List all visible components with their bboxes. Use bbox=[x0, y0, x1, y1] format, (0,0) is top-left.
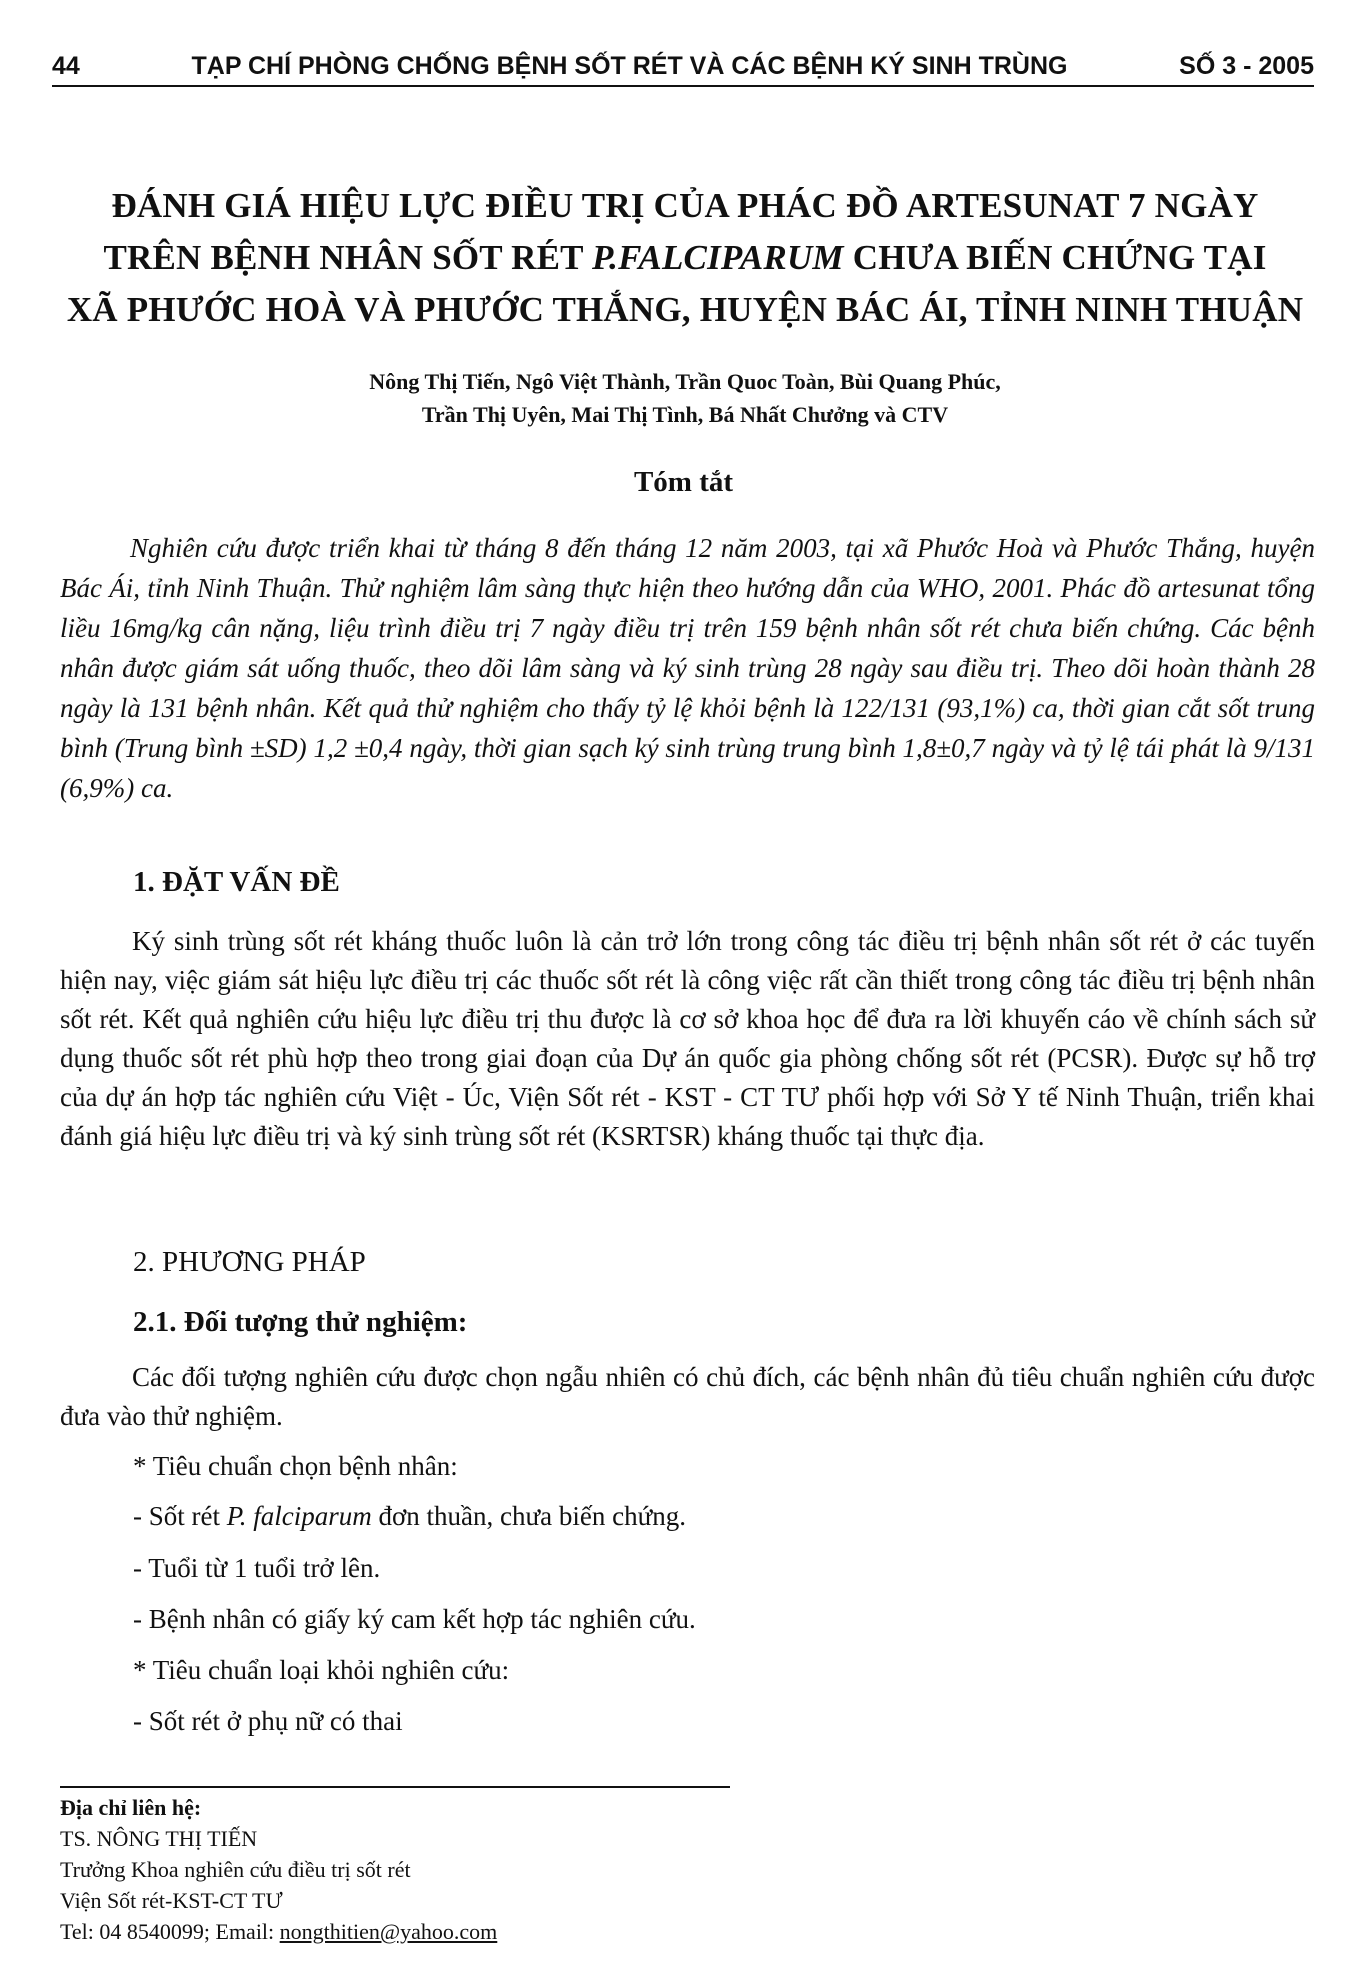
journal-title: TẠP CHÍ PHÒNG CHỐNG BỆNH SỐT RÉT VÀ CÁC BỆNH KÝ SINH TRÙNG bbox=[191, 52, 1068, 80]
section-2-heading: 2. PHƯƠNG PHÁP bbox=[133, 1246, 366, 1278]
contact-position: Trưởng Khoa nghiên cứu điều trị sốt rét bbox=[60, 1857, 411, 1882]
running-header bbox=[52, 52, 1314, 87]
title-line-1: ĐÁNH GIÁ HIỆU LỰC ĐIỀU TRỊ CỦA PHÁC ĐỒ ARTESUNAT 7 NGÀY bbox=[111, 186, 1259, 225]
footnote-divider bbox=[60, 1786, 730, 1788]
authors-line-1: Nông Thị Tiến, Ngô Việt Thành, Trần Quoc Toàn, Bùi Quang Phúc, bbox=[369, 369, 1001, 394]
authors-line-2: Trần Thị Uyên, Mai Thị Tình, Bá Nhất Chưởng và CTV bbox=[421, 402, 949, 427]
inclusion-item-1: - Sốt rét P. falciparum đơn thuần, chưa biến chứng. bbox=[133, 1501, 686, 1531]
inclusion-item-3: - Bệnh nhân có giấy ký cam kết hợp tác nghiên cứu. bbox=[133, 1604, 696, 1634]
contact-label: Địa chỉ liên hệ: bbox=[60, 1795, 202, 1820]
title-line-3: XÃ PHƯỚC HOÀ VÀ PHƯỚC THẮNG, HUYỆN BÁC ÁI, TỈNH NINH THUẬN bbox=[66, 290, 1304, 329]
section-2-1-intro: Các đối tượng nghiên cứu được chọn ngẫu nhiên có chủ đích, các bệnh nhân đủ tiêu chuẩn nghiên cứu được đưa vào thử nghiệm. bbox=[60, 1362, 1315, 1431]
inclusion-criteria-heading: * Tiêu chuẩn chọn bệnh nhân: bbox=[133, 1451, 458, 1481]
section-2-1-heading: 2.1. Đối tượng thử nghiệm: bbox=[133, 1306, 468, 1338]
title-line-2: TRÊN BỆNH NHÂN SỐT RÉT P.FALCIPARUM CHƯA BIẾN CHỨNG TẠI bbox=[103, 238, 1267, 277]
section-1-paragraph: Ký sinh trùng sốt rét kháng thuốc luôn là cản trở lớn trong công tác điều trị bệnh nhân sốt rét ở các tuyến hiện nay, việc giám sát hiệu lực điều trị các thuốc sốt rét là công việc rất cần thiết trong công tác điều trị bệnh nhân sốt rét. Kết quả nghiên cứu hiệu lực điều trị thu được là cơ sở khoa học để đưa ra lời khuyến cáo về chính sách sử dụng thuốc sốt rét phù hợp theo trong giai đoạn của Dự án quốc gia phòng chống sốt rét (PCSR). Được sự hỗ trợ của dự án hợp tác nghiên cứu Việt - Úc, Viện Sốt rét - KST - CT TƯ phối hợp với Sở Y tế Ninh Thuận, triển khai đánh giá hiệu lực điều trị và ký sinh trùng sốt rét (KSRTSR) kháng thuốc tại thực địa. bbox=[60, 926, 1315, 1151]
email-link[interactable]: nongthitien@yahoo.com bbox=[279, 1919, 498, 1944]
contact-tel-email: Tel: 04 8540099; Email: nongthitien@yahoo.com bbox=[60, 1919, 498, 1944]
contact-name: TS. NÔNG THỊ TIẾN bbox=[60, 1826, 258, 1851]
inclusion-item-2: - Tuổi từ 1 tuổi trở lên. bbox=[133, 1553, 381, 1583]
issue-number: SỐ 3 - 2005 bbox=[1179, 52, 1314, 80]
abstract-heading: Tóm tắt bbox=[633, 466, 734, 498]
page-number: 44 bbox=[52, 52, 80, 80]
contact-institute: Viện Sốt rét-KST-CT TƯ bbox=[60, 1888, 283, 1913]
exclusion-item-1: - Sốt rét ở phụ nữ có thai bbox=[133, 1706, 403, 1736]
abstract-text: Nghiên cứu được triển khai từ tháng 8 đến tháng 12 năm 2003, tại xã Phước Hoà và Phước Thắng, huyện Bác Ái, tỉnh Ninh Thuận. Thử nghiệm lâm sàng thực hiện theo hướng dẫn của WHO, 2001. Phác đồ artesunat tổng liều 16mg/kg cân nặng, liệu trình điều trị 7 ngày điều trị trên 159 bệnh nhân sốt rét chưa biến chứng. Các bệnh nhân được giám sát uống thuốc, theo dõi lâm sàng và ký sinh trùng 28 ngày sau điều trị. Theo dõi hoàn thành 28 ngày là 131 bệnh nhân. Kết quả thử nghiệm cho thấy tỷ lệ khỏi bệnh là 122/131 (93,1%) ca, thời gian cắt sốt trung bình (Trung bình ±SD) 1,2 ±0,4 ngày, thời gian sạch ký sinh trùng trung bình 1,8±0,7 ngày và tỷ lệ tái phát là 9/131 (6,9%) ca. bbox=[60, 533, 1315, 803]
section-1-heading: 1. ĐẶT VẤN ĐỀ bbox=[133, 866, 340, 898]
article-title bbox=[60, 180, 1310, 336]
contact-footnote bbox=[60, 1792, 760, 1947]
exclusion-criteria-heading: * Tiêu chuẩn loại khỏi nghiên cứu: bbox=[133, 1655, 510, 1685]
author-list bbox=[80, 365, 1290, 431]
